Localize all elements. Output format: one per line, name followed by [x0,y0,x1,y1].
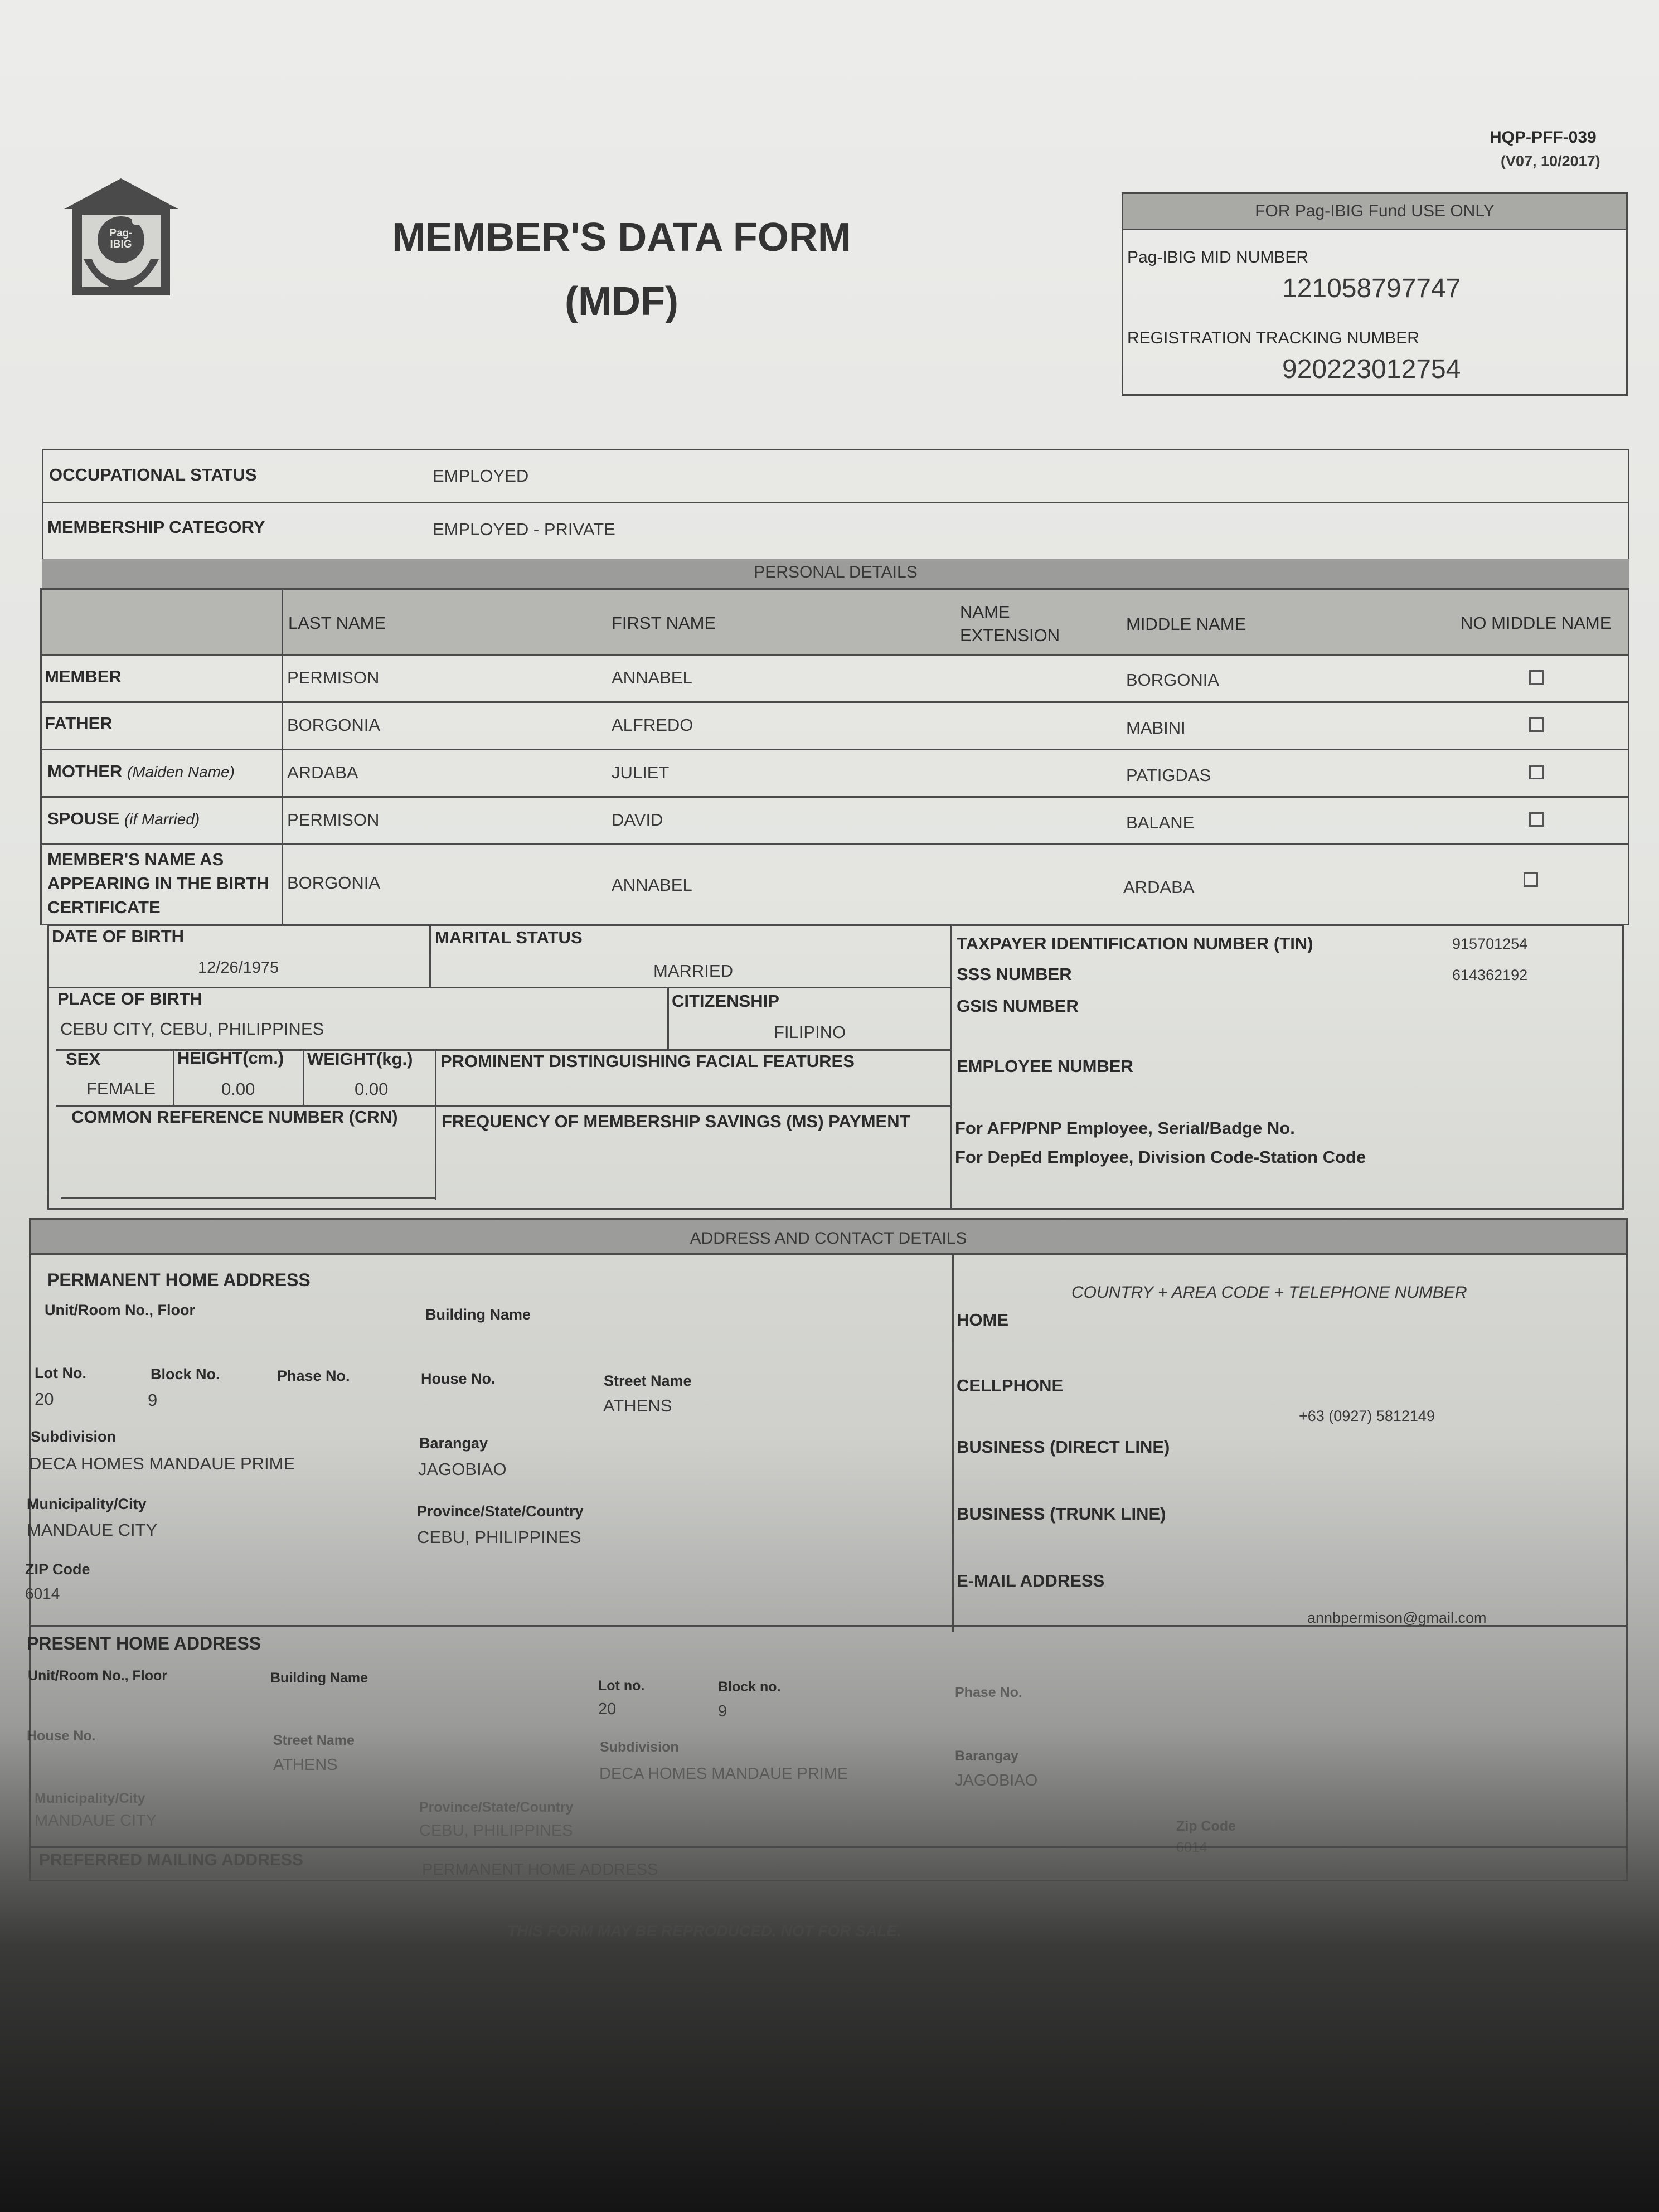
business-trunk-label: BUSINESS (TRUNK LINE) [957,1504,1166,1524]
spouse-first-name: DAVID [612,810,663,830]
father-middle-name: MABINI [1126,718,1186,738]
height-value: 0.00 [221,1079,255,1099]
pres-unit-label: Unit/Room No., Floor [28,1668,167,1684]
tin-label: TAXPAYER IDENTIFICATION NUMBER (TIN) [957,934,1313,953]
pob-value: CEBU CITY, CEBU, PHILIPPINES [60,1019,324,1039]
perm-house-label: House No. [421,1370,496,1387]
phone-format-note: COUNTRY + AREA CODE + TELEPHONE NUMBER [1071,1283,1467,1302]
mother-last-name: ARDABA [287,763,358,782]
pres-barangay-label: Barangay [955,1748,1018,1764]
sex-label: SEX [66,1049,101,1069]
pres-lot-value: 20 [598,1700,617,1718]
ms-frequency-label: FREQUENCY OF MEMBERSHIP SAVINGS (MS) PAYMENT [442,1112,910,1131]
occ-status-label: OCCUPATIONAL STATUS [49,465,257,484]
birth-last-name: BORGONIA [287,873,381,892]
marital-status-label: MARITAL STATUS [435,928,583,947]
preferred-mailing-value: PERMANENT HOME ADDRESS [422,1861,658,1879]
row-mother-label: MOTHER (Maiden Name) [47,761,235,781]
dob-value: 12/26/1975 [198,959,279,977]
perm-city-label: Municipality/City [27,1496,147,1512]
fund-box-header: FOR Pag-IBIG Fund USE ONLY [1255,202,1495,220]
pres-house-label: House No. [27,1728,96,1744]
form-subtitle: (MDF) [565,279,678,324]
cellphone-value: +63 (0927) 5812149 [1299,1408,1435,1424]
sss-label: SSS NUMBER [957,964,1072,984]
preferred-mailing-label: PREFERRED MAILING ADDRESS [39,1851,303,1869]
address-header: ADDRESS AND CONTACT DETAILS [690,1229,967,1248]
pres-barangay-value: JAGOBIAO [955,1772,1038,1789]
status-box [42,449,1629,560]
logo-text: Pag-IBIG [109,227,133,250]
member-last-name: PERMISON [287,668,380,687]
pob-label: PLACE OF BIRTH [57,989,203,1008]
birth-middle-name: ARDABA [1123,877,1195,897]
mid-number: 121058797747 [1282,274,1461,303]
citizenship-value: FILIPINO [774,1022,846,1042]
spouse-last-name: PERMISON [287,810,380,830]
membership-category-value: EMPLOYED - PRIVATE [433,520,615,539]
pres-province-value: CEBU, PHILIPPINES [419,1822,573,1840]
mother-no-middle-checkbox[interactable] [1529,765,1544,779]
col-last-name: LAST NAME [288,613,386,633]
cellphone-label: CELLPHONE [957,1376,1064,1395]
col-name-ext-2: EXTENSION [960,625,1060,645]
mother-label-note: (Maiden Name) [127,763,235,780]
perm-city-value: MANDAUE CITY [27,1520,158,1540]
pres-subdivision-value: DECA HOMES MANDAUE PRIME [599,1765,848,1783]
mother-first-name: JULIET [612,763,670,782]
pres-street-label: Street Name [273,1733,355,1748]
pres-block-value: 9 [718,1702,727,1720]
father-no-middle-checkbox[interactable] [1529,717,1544,732]
perm-barangay-value: JAGOBIAO [418,1459,507,1479]
email-label: E-MAIL ADDRESS [957,1571,1105,1590]
sex-value: FEMALE [86,1079,156,1098]
afp-pnp-label: For AFP/PNP Employee, Serial/Badge No. [955,1118,1295,1138]
marital-status-value: MARRIED [653,961,733,981]
father-first-name: ALFREDO [612,715,693,735]
pres-subdivision-label: Subdivision [600,1739,679,1755]
perm-block-value: 9 [148,1390,158,1410]
perm-zip-value: 6014 [25,1585,60,1602]
mid-label: Pag-IBIG MID NUMBER [1127,248,1309,266]
rtn-number: 920223012754 [1282,355,1461,384]
pres-city-value: MANDAUE CITY [35,1812,157,1830]
spouse-label-note: (if Married) [124,811,200,828]
pres-zip-value: 6014 [1176,1840,1207,1855]
membership-category-label: MEMBERSHIP CATEGORY [47,517,265,537]
member-middle-name: BORGONIA [1126,670,1220,690]
personal-details-header: PERSONAL DETAILS [754,563,918,581]
col-first-name: FIRST NAME [612,613,716,633]
present-address-title: PRESENT HOME ADDRESS [27,1633,261,1653]
pres-block-label: Block no. [718,1679,781,1695]
home-phone-label: HOME [957,1310,1008,1330]
col-no-middle-name: NO MIDDLE NAME [1461,613,1612,633]
row-father-label: FATHER [45,714,113,733]
email-value: annbpermison@gmail.com [1307,1609,1487,1626]
citizenship-label: CITIZENSHIP [672,991,779,1011]
pres-building-label: Building Name [270,1670,368,1686]
weight-value: 0.00 [355,1079,389,1099]
perm-subdivision-value: DECA HOMES MANDAUE PRIME [29,1454,295,1473]
footer-note: THIS FORM MAY BE REPRODUCED. NOT FOR SALE. [507,1922,901,1939]
tin-value: 915701254 [1452,935,1528,952]
member-first-name: ANNABEL [612,668,692,687]
pres-street-value: ATHENS [273,1756,338,1774]
occ-status-value: EMPLOYED [433,466,529,486]
perm-unit-label: Unit/Room No., Floor [45,1302,195,1318]
row-member-label: MEMBER [45,667,122,686]
form-code: HQP-PFF-039 [1490,128,1597,147]
sss-value: 614362192 [1452,967,1528,983]
col-name-ext-1: NAME [960,602,1010,622]
rtn-label: REGISTRATION TRACKING NUMBER [1127,329,1419,347]
names-header-band [42,590,1628,654]
member-no-middle-checkbox[interactable] [1529,670,1544,685]
form-version: (V07, 10/2017) [1501,153,1600,169]
pres-zip-label: Zip Code [1176,1818,1236,1834]
perm-province-value: CEBU, PHILIPPINES [417,1527,581,1547]
perm-building-label: Building Name [425,1306,531,1323]
father-last-name: BORGONIA [287,715,381,735]
facial-features-label: PROMINENT DISTINGUISHING FACIAL FEATURES [440,1051,855,1071]
perm-lot-value: 20 [35,1389,54,1409]
row-spouse-label: SPOUSE (if Married) [47,809,200,828]
perm-phase-label: Phase No. [277,1367,350,1384]
pres-lot-label: Lot no. [598,1678,645,1694]
pres-phase-label: Phase No. [955,1685,1022,1700]
dob-label: DATE OF BIRTH [52,926,185,946]
permanent-address-title: PERMANENT HOME ADDRESS [47,1270,311,1290]
col-middle-name: MIDDLE NAME [1126,614,1246,634]
perm-zip-label: ZIP Code [25,1561,90,1578]
deped-label: For DepEd Employee, Division Code-Station Code [955,1147,1366,1167]
employee-number-label: EMPLOYEE NUMBER [957,1056,1133,1076]
spouse-no-middle-checkbox[interactable] [1529,812,1544,827]
crn-label: COMMON REFERENCE NUMBER (CRN) [71,1107,398,1127]
perm-street-label: Street Name [604,1372,692,1389]
mother-middle-name: PATIGDAS [1126,765,1211,785]
pagibig-logo [59,176,184,304]
weight-label: WEIGHT(kg.) [307,1049,413,1069]
gsis-label: GSIS NUMBER [957,996,1079,1016]
pres-city-label: Municipality/City [35,1791,145,1806]
perm-block-label: Block No. [151,1366,220,1382]
height-label: HEIGHT(cm.) [177,1048,284,1068]
perm-province-label: Province/State/Country [417,1503,584,1520]
perm-subdivision-label: Subdivision [31,1428,117,1445]
pres-province-label: Province/State/Country [419,1799,574,1815]
perm-lot-label: Lot No. [35,1365,86,1381]
birth-no-middle-checkbox[interactable] [1524,872,1538,887]
spouse-middle-name: BALANE [1126,813,1195,832]
birth-first-name: ANNABEL [612,875,692,895]
perm-street-value: ATHENS [603,1396,672,1415]
perm-barangay-label: Barangay [419,1435,488,1452]
row-birth-name-label: MEMBER'S NAME AS APPEARING IN THE BIRTH CERTIFICATE [47,850,269,917]
business-direct-label: BUSINESS (DIRECT LINE) [957,1437,1170,1457]
form-title: MEMBER'S DATA FORM [392,215,851,260]
